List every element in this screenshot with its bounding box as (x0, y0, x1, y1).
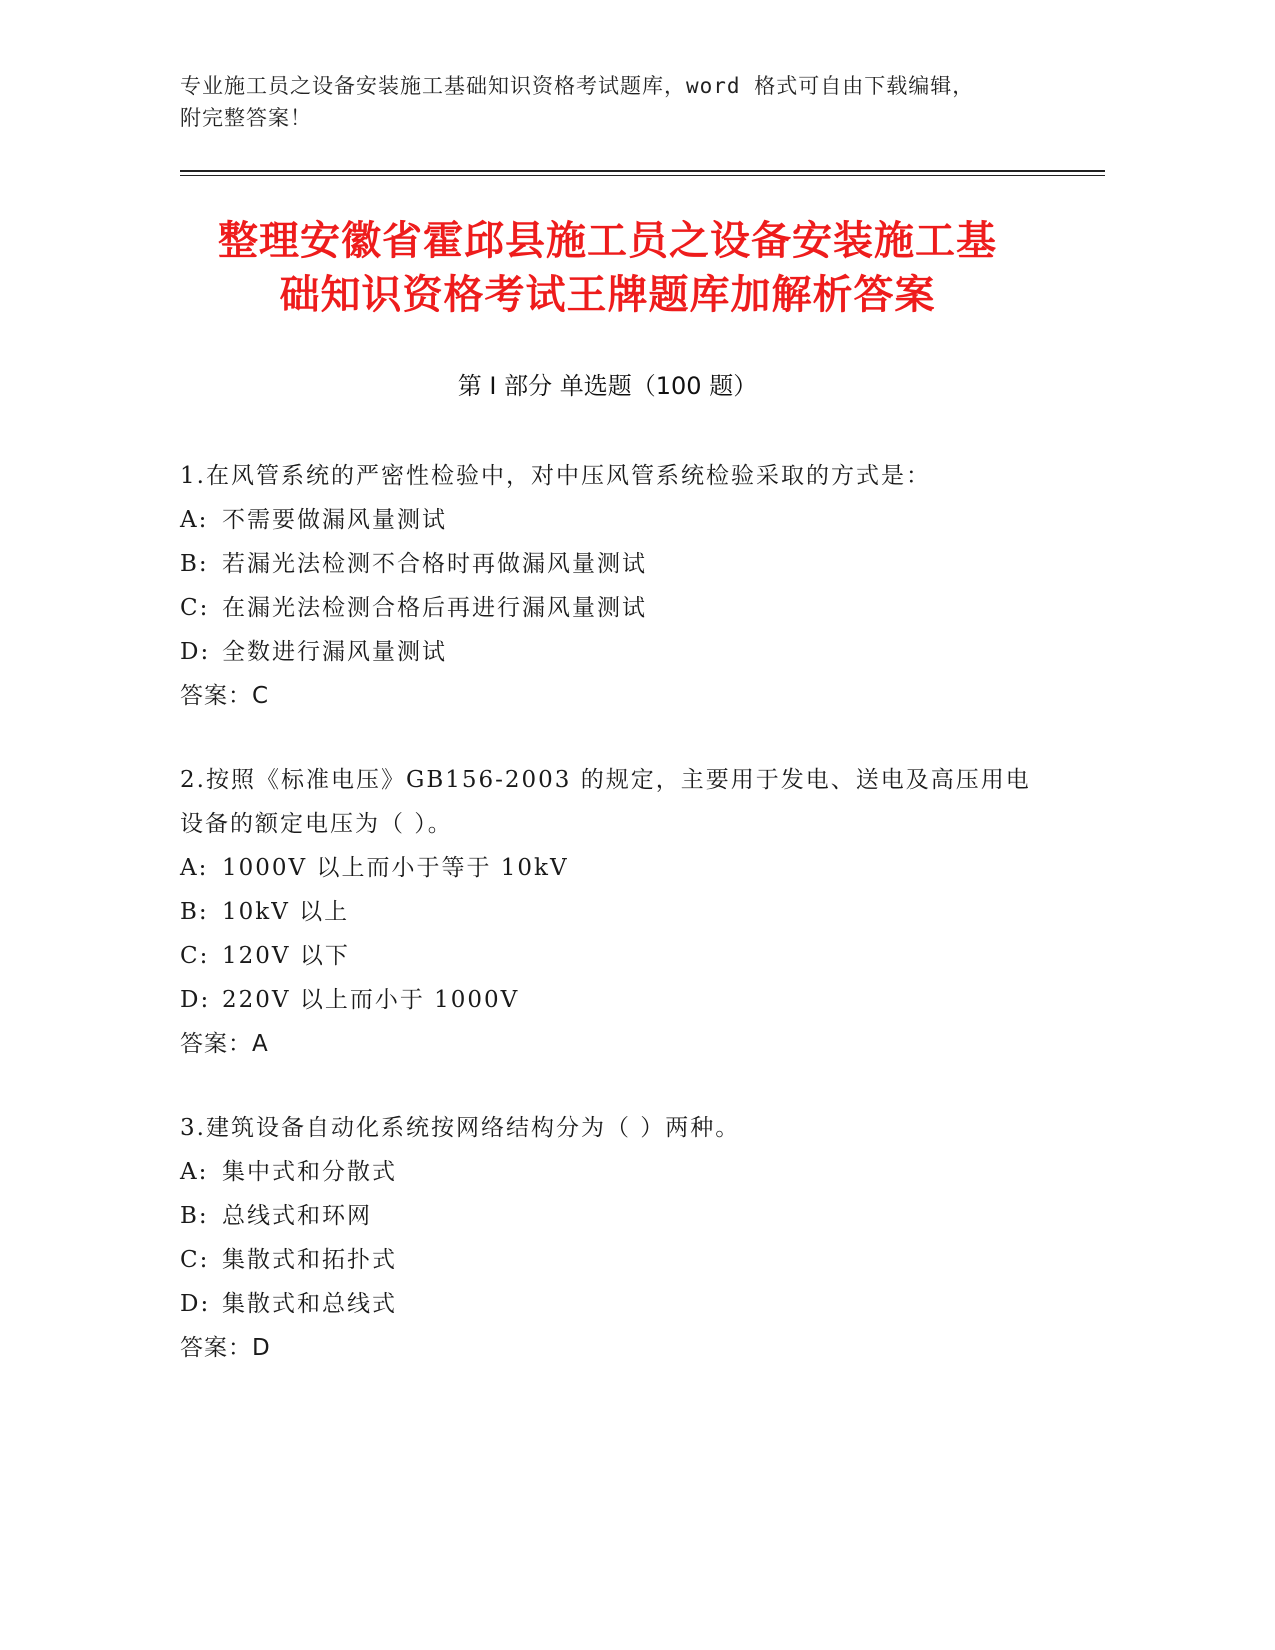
option-key: C: (180, 943, 210, 969)
header-note (180, 70, 1060, 134)
document-title-line-2: 础知识资格考试王牌题库加解析答案 (279, 272, 936, 318)
question-stem: 1.在风管系统的严密性检验中，对中压风管系统检验采取的方式是： (180, 463, 931, 489)
answer: 答案：A (180, 1031, 269, 1057)
option-a (180, 1150, 1040, 1194)
option-key: D: (180, 1291, 211, 1317)
option-text: 集散式和拓扑式 (222, 1247, 397, 1273)
option-text: 总线式和环网 (222, 1203, 372, 1229)
option-text: 若漏光法检测不合格时再做漏风量测试 (222, 551, 647, 577)
option-d (180, 1282, 1040, 1326)
header-note-line-1: 专业施工员之设备安装施工基础知识资格考试题库，word 格式可自由下载编辑， (180, 74, 975, 98)
section-heading: 第 I 部分 单选题（100 题） (457, 372, 758, 400)
option-key: A: (180, 1159, 209, 1185)
option-a (180, 498, 1040, 542)
document-title (150, 214, 1065, 322)
question-1 (180, 454, 1040, 718)
document-title-line-1: 整理安徽省霍邱县施工员之设备安装施工基 (218, 218, 997, 264)
question-stem: 2.按照《标准电压》GB156-2003 的规定，主要用于发电、送电及高压用电设备的额定电压为（ ）。 (180, 767, 1031, 837)
option-c (180, 1238, 1040, 1282)
option-text: 220V 以上而小于 1000V (222, 987, 520, 1013)
header-note-line-2: 附完整答案！ (180, 106, 312, 130)
option-a (180, 846, 1040, 890)
option-b (180, 1194, 1040, 1238)
option-key: B: (180, 551, 209, 577)
option-key: B: (180, 899, 209, 925)
option-key: B: (180, 1203, 209, 1229)
option-b (180, 542, 1040, 586)
option-text: 集中式和分散式 (222, 1159, 397, 1185)
answer: 答案：D (180, 1335, 271, 1361)
option-d (180, 978, 1040, 1022)
option-text: 不需要做漏风量测试 (222, 507, 447, 533)
option-key: A: (180, 507, 209, 533)
option-key: C: (180, 1247, 210, 1273)
option-text: 120V 以下 (222, 943, 350, 969)
option-key: D: (180, 639, 211, 665)
option-key: A: (180, 855, 209, 881)
option-c (180, 934, 1040, 978)
header-divider-thick (180, 170, 1105, 172)
question-2 (180, 758, 1040, 1066)
option-text: 10kV 以上 (222, 899, 350, 925)
option-text: 集散式和总线式 (222, 1291, 397, 1317)
question-3 (180, 1106, 1040, 1370)
option-key: D: (180, 987, 211, 1013)
option-c (180, 586, 1040, 630)
option-key: C: (180, 595, 210, 621)
header-divider-thin (180, 175, 1105, 176)
option-text: 1000V 以上而小于等于 10kV (222, 855, 569, 881)
option-b (180, 890, 1040, 934)
question-stem: 3.建筑设备自动化系统按网络结构分为（ ）两种。 (180, 1115, 741, 1141)
option-text: 在漏光法检测合格后再进行漏风量测试 (222, 595, 647, 621)
option-text: 全数进行漏风量测试 (222, 639, 447, 665)
option-d (180, 630, 1040, 674)
answer: 答案：C (180, 683, 270, 709)
